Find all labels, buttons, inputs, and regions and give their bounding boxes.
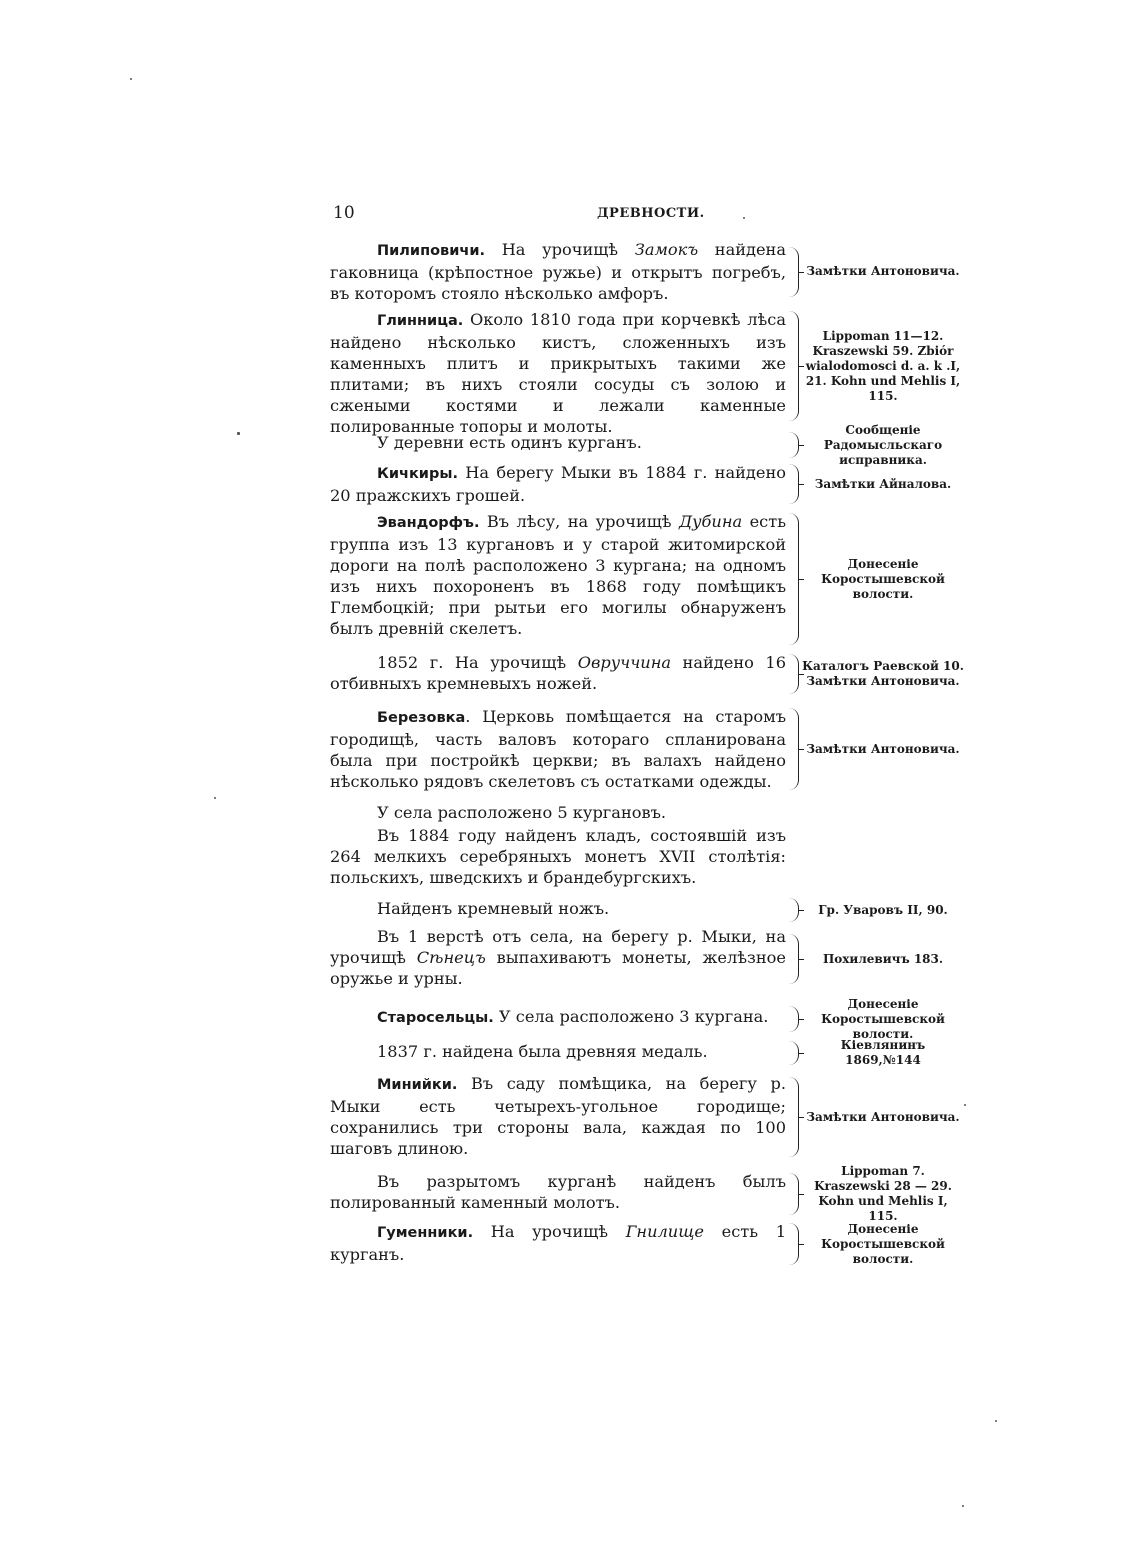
entry-text-part: выпахиваютъ монеты, желѣзное оружье и урны. — [330, 948, 786, 988]
entry-text — [330, 1221, 786, 1265]
scan-speck — [237, 432, 240, 435]
brace — [789, 1223, 799, 1265]
entry-text-part: есть 1 курганъ. — [330, 1222, 786, 1264]
entry-text-part: . Церковь помѣщается на старомъ городищѣ, часть валовъ котораго спланирована была при постройкѣ церкви; въ валахъ найдено нѣсколько рядовъ скелетовъ съ остатками одежды. — [330, 707, 786, 791]
entry-staroseltsy — [330, 996, 962, 1041]
entry-text — [330, 652, 786, 694]
paragraph-kurgans — [330, 802, 786, 823]
source-text: Гр. Уваровъ II, 90. — [818, 902, 948, 917]
source-note — [802, 926, 964, 992]
source-note — [802, 996, 964, 1041]
entry-ovruchchina — [330, 652, 962, 696]
source-note — [802, 652, 964, 696]
brace — [789, 513, 799, 645]
source-note — [802, 1164, 964, 1223]
entry-miniyki — [330, 1073, 962, 1161]
brace — [789, 654, 799, 694]
place-name: Эвандорфъ. — [377, 515, 480, 531]
source-note — [802, 309, 964, 423]
entry-italic-name: Сѣнецъ — [416, 948, 486, 967]
source-text: Похилевичъ 183. — [822, 951, 944, 966]
entry-text-part: Въ лѣсу, на урочищѣ — [479, 512, 679, 531]
entry-flint-knife — [330, 898, 962, 922]
entry-italic-name: Замокъ — [634, 240, 699, 259]
entry-senets — [330, 926, 962, 992]
entry-kichkiry — [330, 462, 962, 506]
entry-glinnitsa — [330, 309, 962, 436]
source-text: Lippoman 7. Kraszewski 28 — 29. Kohn und Mehlis I, 115. — [814, 1164, 952, 1223]
entry-text-part: Въ саду помѣщика, на берегу р. Мыки есть четырехъ-угольное городище; сохранились три стороны вала, каждая по 100 шаговъ длиною. — [330, 1074, 786, 1158]
entry-italic-name: Гнилище — [625, 1222, 705, 1241]
source-note — [802, 898, 964, 922]
entry-text-part: У села расположено 3 кургана. — [493, 1007, 769, 1026]
entry-text — [330, 1171, 786, 1213]
source-note — [802, 422, 964, 467]
paragraph-text: У села расположено 5 кургановъ. — [377, 803, 667, 822]
source-text: Донесеніе Коростышевской волости. — [821, 556, 945, 601]
entry-text — [330, 706, 786, 792]
source-note — [802, 511, 964, 647]
entry-text-part: Около 1810 года при корчевкѣ лѣса найдено нѣсколько кистъ, сложенныхъ изъ каменныхъ плитъ и прикрытыхъ такими же плитами; въ нихъ стояли сосуды съ золою и сжеными костями и лежали каменные полированные топоры и молоты. — [330, 310, 786, 436]
brace — [789, 1041, 799, 1065]
source-text: Замѣтки Антоновича. — [806, 1109, 960, 1124]
entry-kurgan-village — [330, 422, 962, 467]
entry-hammer — [330, 1164, 962, 1223]
place-name: Старосельцы. — [377, 1010, 494, 1026]
entry-text-part: Въ 1 верстѣ отъ села, на берегу р. Мыки, на урочищѣ — [330, 927, 786, 967]
source-text: Замѣтки Антоновича. — [806, 263, 960, 278]
paragraph-text: Въ 1884 году найденъ кладъ, состоявшій изъ 264 мелкихъ серебряныхъ монетъ XVII столѣтія: польскихъ, шведскихъ и брандебургскихъ. — [330, 826, 786, 887]
source-text: Замѣтки Антоновича. — [806, 741, 960, 756]
scan-speck — [743, 217, 745, 219]
entry-text — [330, 1073, 786, 1159]
entry-text — [330, 239, 786, 304]
entry-text — [330, 1006, 786, 1029]
source-note — [802, 1073, 964, 1161]
place-name: Глинница. — [377, 313, 464, 329]
brace — [789, 1006, 799, 1032]
brace — [789, 247, 799, 297]
source-text: Донесеніе Коростышевской волости. — [821, 1221, 945, 1266]
entry-text-part: На урочищѣ — [485, 240, 635, 259]
place-name: Кичкиры. — [377, 466, 458, 482]
entry-italic-name: Овруччина — [577, 653, 672, 672]
source-note — [802, 1038, 964, 1067]
entry-text — [330, 926, 786, 989]
entry-pilipovichi — [330, 239, 962, 303]
place-name: Минийки. — [377, 1077, 458, 1093]
brace — [789, 464, 799, 504]
source-note — [802, 1221, 964, 1267]
brace — [789, 934, 799, 984]
brace — [789, 311, 799, 421]
entry-text — [330, 309, 786, 437]
scan-speck — [214, 797, 216, 799]
brace — [789, 432, 799, 458]
source-text: Кіевлянинъ 1869,№144 — [840, 1038, 926, 1067]
source-text: Каталогъ Раевской 10. Замѣтки Антоновича. — [802, 659, 964, 688]
source-note — [802, 462, 964, 506]
brace — [789, 898, 799, 922]
source-note — [802, 706, 964, 792]
place-name: Гуменники. — [377, 1225, 474, 1241]
running-title: ДРЕВНОСТИ. — [597, 206, 705, 221]
entry-text-part: 1837 г. найдена была древняя медаль. — [377, 1042, 708, 1061]
brace — [789, 1173, 799, 1215]
scan-speck — [995, 1420, 997, 1422]
entry-evandorf — [330, 511, 962, 647]
entry-medal — [330, 1038, 962, 1067]
entry-gumenniki — [330, 1221, 962, 1267]
brace — [789, 708, 799, 790]
entry-text — [330, 511, 786, 639]
entry-text-part: есть группа изъ 13 кургановъ и у старой житомирской дороги на полѣ расположено 3 кургана; на одномъ изъ нихъ похороненъ въ 1868 году помѣщикъ Глембоцкій; при рытьи его могилы обнаруженъ былъ древній скелетъ. — [330, 512, 787, 638]
entry-berezovka — [330, 706, 962, 792]
place-name: Пилиповичи. — [377, 243, 486, 259]
entry-text-part: 1852 г. На урочищѣ — [377, 653, 578, 672]
source-text: Сообщеніе Радомысльскаго исправника. — [823, 422, 943, 467]
entry-text-part: найдена гаковница (крѣпостное ружье) и открытъ погребъ, въ которомъ стояло нѣсколько амфоръ. — [330, 240, 786, 303]
entry-text — [330, 898, 786, 919]
paragraph-treasure — [330, 825, 786, 888]
entry-text-part: На берегу Мыки въ 1884 г. найдено 20 пражскихъ грошей. — [330, 463, 786, 505]
entry-italic-name: Дубина — [678, 512, 743, 531]
entry-text-part: У деревни есть одинъ курганъ. — [377, 433, 642, 452]
entry-text — [330, 432, 786, 453]
scan-speck — [964, 1104, 966, 1106]
entry-text-part: Найденъ кремневый ножъ. — [377, 899, 610, 918]
page-number: 10 — [333, 203, 355, 223]
entry-text — [330, 1041, 786, 1062]
source-text: Донесеніе Коростышевской волости. — [821, 996, 945, 1041]
entry-text-part: найдено 16 отбивныхъ кремневыхъ ножей. — [330, 653, 787, 693]
brace — [789, 1077, 799, 1157]
place-name: Березовка — [377, 710, 466, 726]
source-note — [802, 239, 964, 303]
source-text: Замѣтки Айналова. — [814, 476, 952, 491]
source-text: Lippoman 11—12. Kraszewski 59. Zbiór wialodomosci d. a. k .I, 21. Kohn und Mehlis I, 115. — [805, 328, 961, 403]
entry-text-part: Въ разрытомъ курганѣ найденъ былъ полированный каменный молотъ. — [330, 1172, 786, 1212]
scan-speck — [962, 1505, 964, 1507]
entry-text-part: На урочищѣ — [473, 1222, 626, 1241]
entry-text — [330, 462, 786, 506]
scan-speck — [130, 78, 132, 80]
